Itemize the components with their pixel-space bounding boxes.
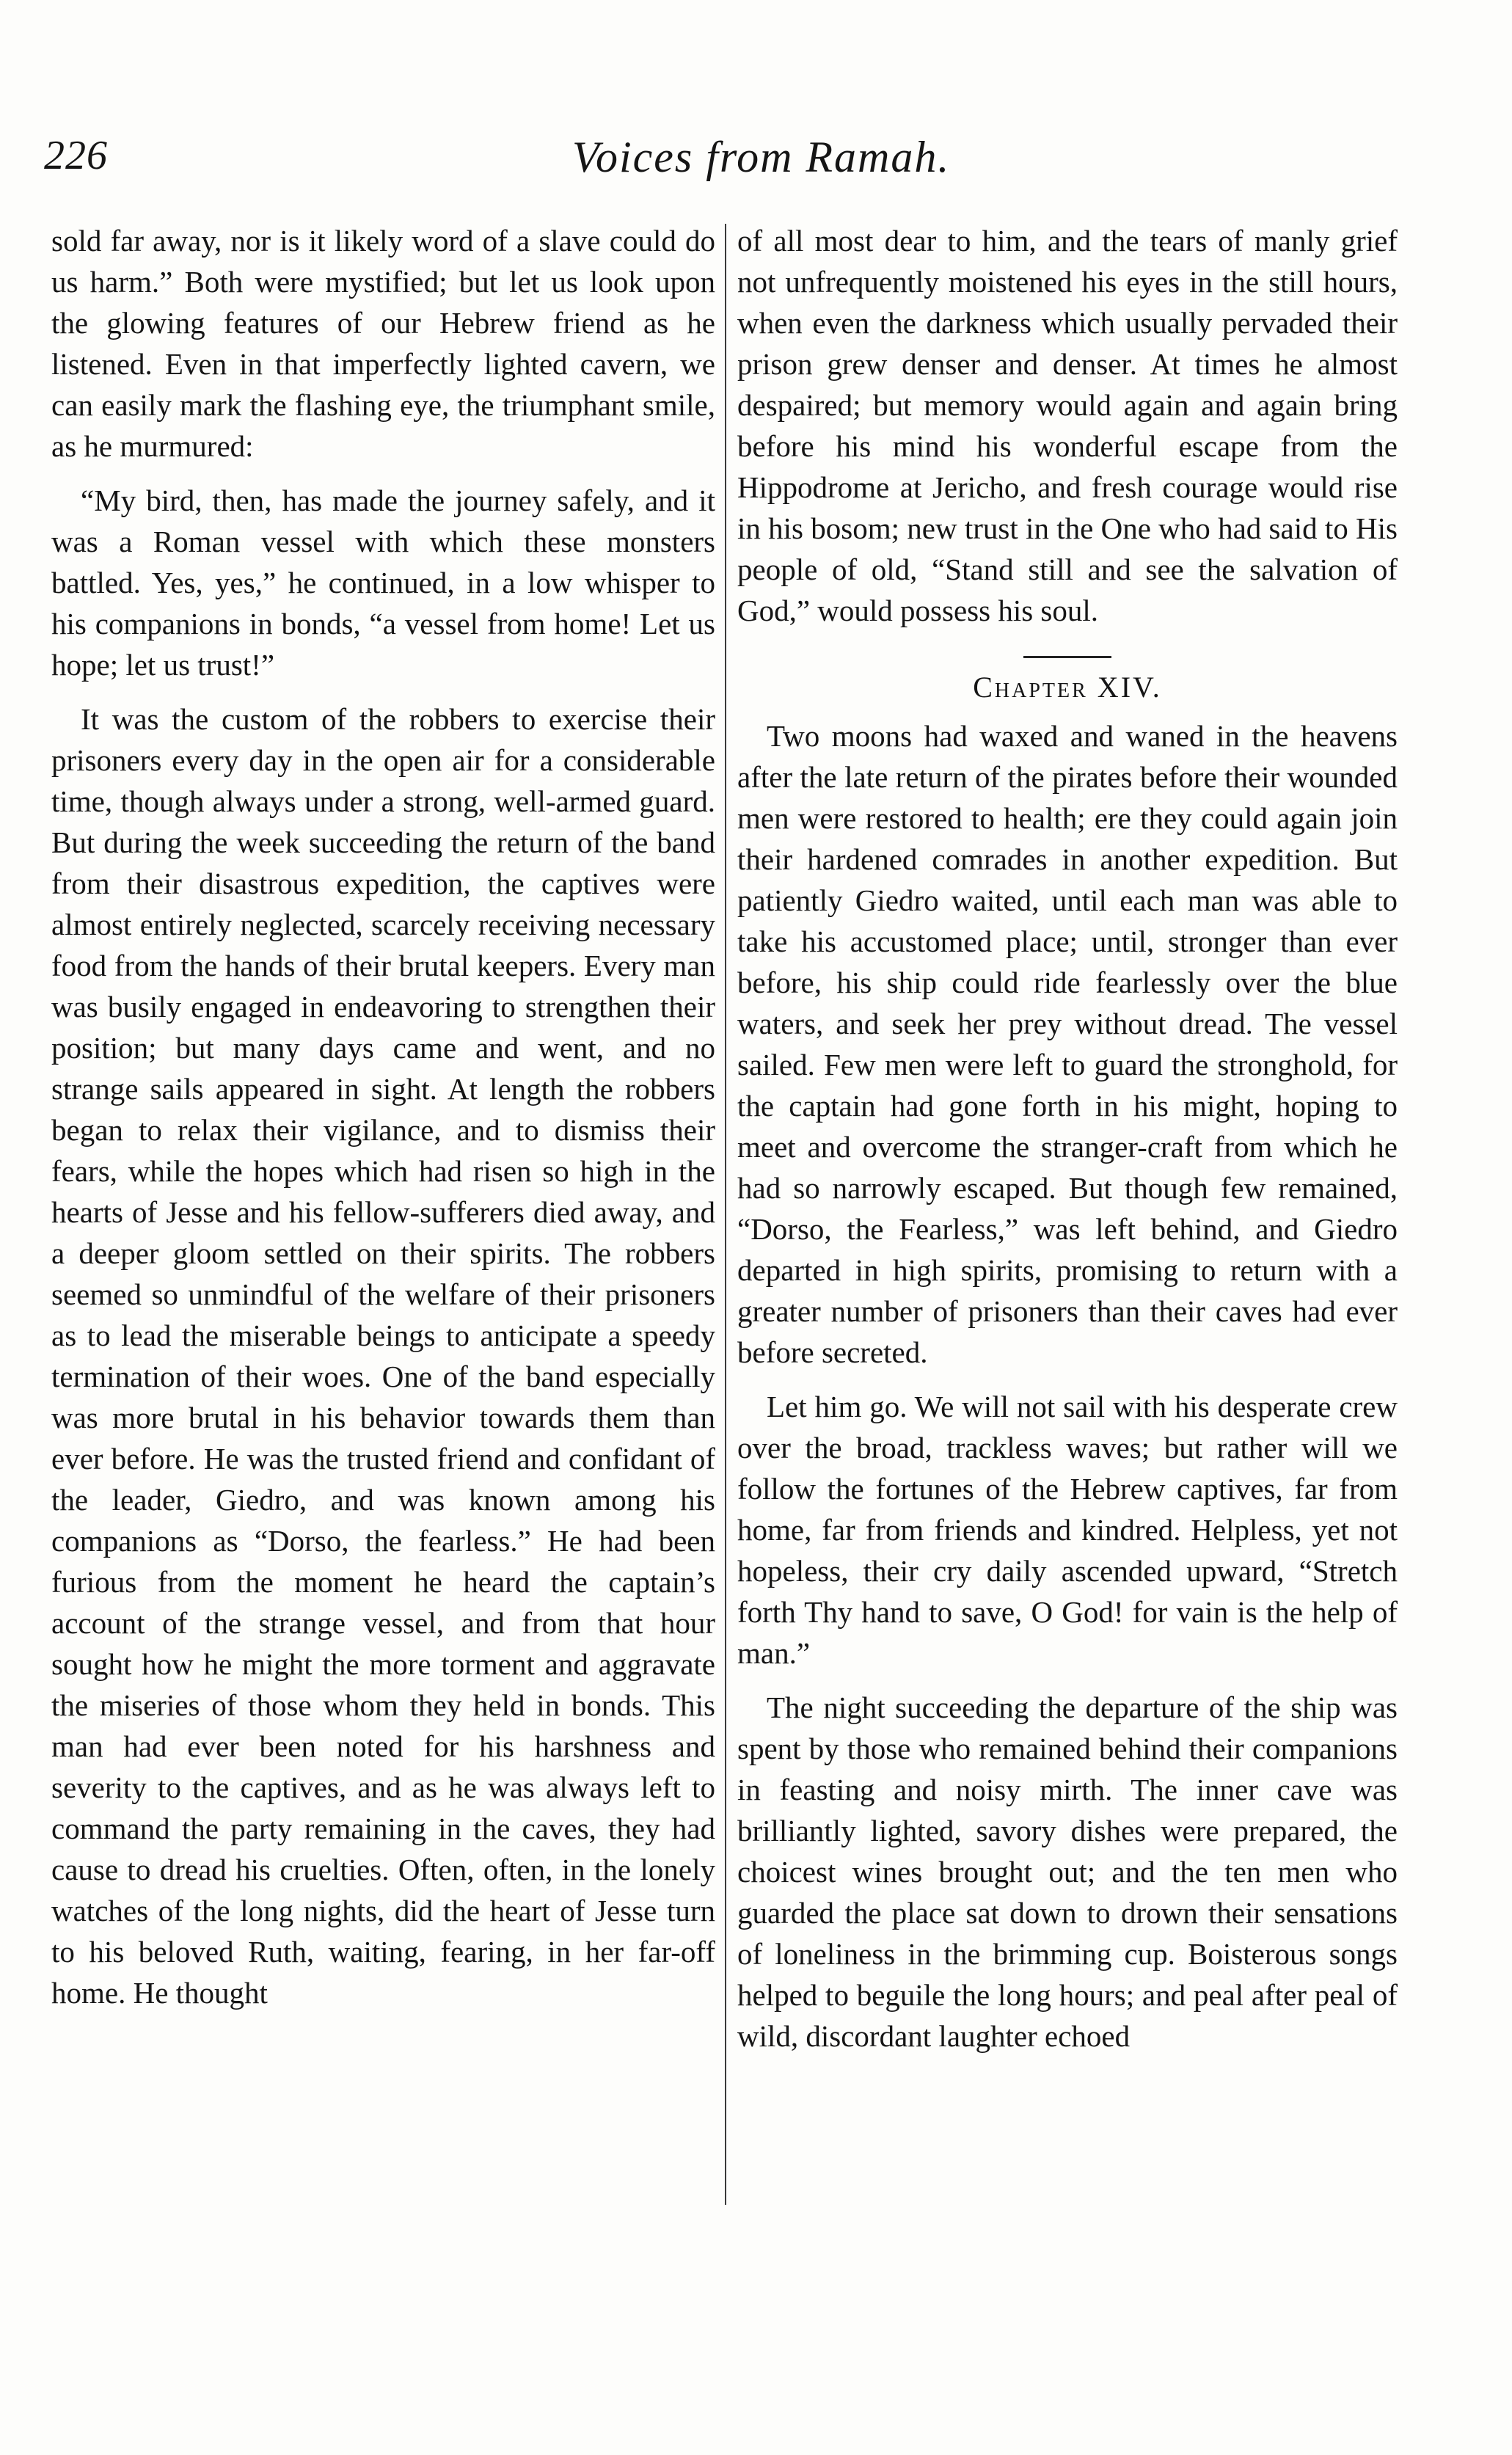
paragraph: “My bird, then, has made the journey safely, and it was a Roman vessel with which these monsters battled. Yes, yes,” he continued, in a low whisper to his companions in bonds, “a vessel from home! Let us hope; let us trust!”	[51, 484, 715, 682]
column-divider	[725, 224, 726, 2205]
running-title: Voices from Ramah.	[572, 133, 951, 181]
paragraph: The night succeeding the departure of the ship was spent by those who remained behind their companions in feasting and noisy mirth. The inner cave was brilliantly lighted, savory dishes were prepared, the choicest wines brought out; and the ten men who guarded the place sat down to drown their sensations of loneliness in the brimming cup. Boisterous songs helped to beguile the long hours; and peal after peal of wild, discordant laughter echoed	[737, 1690, 1398, 2053]
paragraph: of all most dear to him, and the tears of manly grief not unfrequently moistened his eyes in the still hours, when even the darkness which usually pervaded their prison grew denser and denser. At times he almost despaired; but memory would again and again bring before his mind his wonderful escape from the Hippodrome at Jericho, and fresh courage would rise in his bosom; new trust in the One who had said to His people of old, “Stand still and see the salvation of God,” would possess his soul.	[737, 224, 1398, 627]
chapter-rule	[1023, 656, 1111, 658]
paragraph: sold far away, nor is it likely word of a slave could do us harm.” Both were mystified; but let us look upon the glowing features of our Hebrew friend as he listened. Even in that imperfectly lighted cavern, we can easily mark the flashing eye, the triumphant smile, as he murmured:	[51, 224, 715, 463]
right-column	[737, 220, 1398, 2392]
running-head	[44, 132, 1438, 198]
left-column	[51, 220, 715, 2392]
paragraph: Let him go. We will not sail with his desperate crew over the broad, trackless waves; but rather will we follow the fortunes of the Hebrew captives, far from home, far from friends and kindred. Helpless, yet not hopeless, their cry daily ascended upward, “Stretch forth Thy hand to save, O God! for vain is the help of man.”	[737, 1390, 1398, 1670]
chapter-heading: Chapter XIV.	[973, 671, 1162, 704]
paragraph: It was the custom of the robbers to exercise their prisoners every day in the open air for a considerable time, though always under a strong, well-armed guard. But during the week succeeding the return of the band from their disastrous expedition, the captives were almost entirely neglected, scarcely receiving necessary food from the hands of their brutal keepers. Every man was busily engaged in endeavoring to strengthen their position; but many days came and went, and no strange sails appeared in sight. At length the robbers began to relax their vigilance, and to dismiss their fears, while the hopes which had risen so high in the hearts of Jesse and his fellow-sufferers died away, and a deeper gloom settled on their spirits. The robbers seemed so unmindful of the welfare of their prisoners as to lead the miserable beings to anticipate a speedy termination of their woes. One of the band especially was more brutal in his behavior towards them than ever before. He was the trusted friend and confidant of the leader, Giedro, and was known among his companions as “Dorso, the fearless.” He had been furious from the moment he heard the captain’s account of the strange vessel, and from that hour sought how he might the more torment and aggravate the miseries of those whom they held in bonds. This man had ever been noted for his harshness and severity to the captives, and as he was always left to command the party remaining in the caves, they had cause to dread his cruelties. Often, often, in the lonely watches of the long nights, did the heart of Jesse turn to his beloved Ruth, waiting, fearing, in her far-off home. He thought	[51, 702, 715, 2010]
paragraph: Two moons had waxed and waned in the heavens after the late return of the pirates before their wounded men were restored to health; ere they could again join their hardened comrades in another expedition. But patiently Giedro waited, until each man was able to take his accustomed place; until, stronger than ever before, his ship could ride fearlessly over the blue waters, and seek her prey without dread. The vessel sailed. Few men were left to guard the stronghold, for the captain had gone forth in his might, hoping to meet and overcome the stranger-craft from which he had so narrowly escaped. But though few remained, “Dorso, the Fearless,” was left behind, and Giedro departed in high spirits, promising to return with a greater number of prisoners than their caves had ever before secreted.	[737, 719, 1398, 1369]
page-number: 226	[44, 133, 108, 178]
